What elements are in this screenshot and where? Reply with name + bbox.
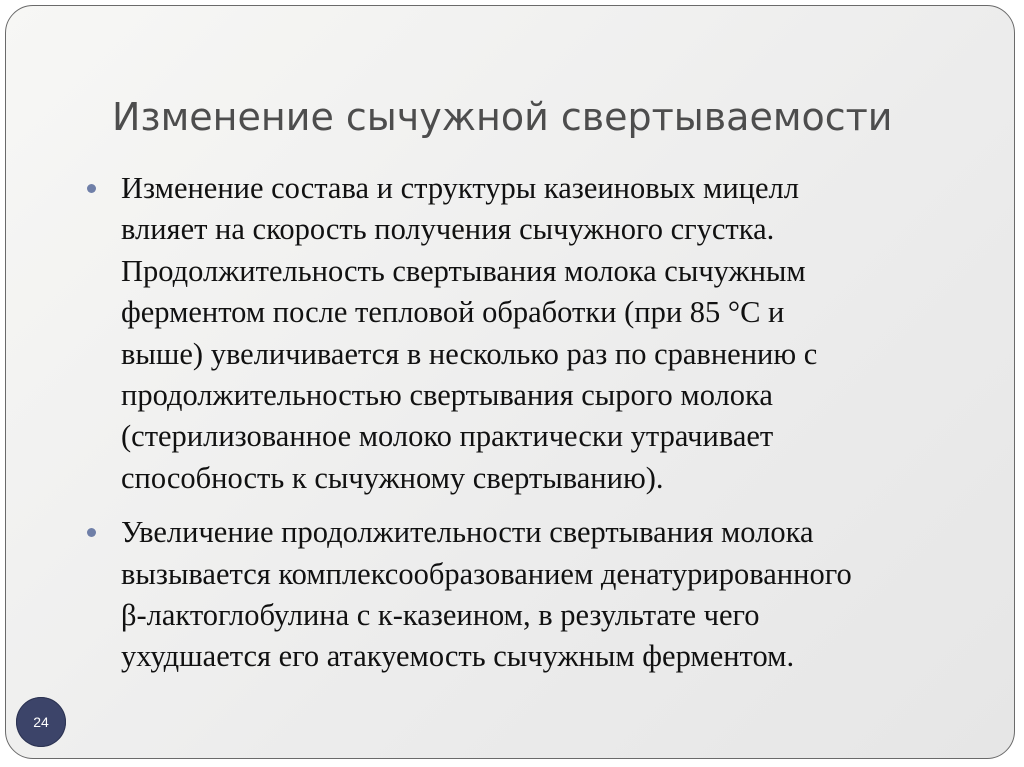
- bullet-line: (стерилизованное молоко практически утрачивает: [121, 419, 774, 454]
- bullet-dot-icon: [87, 528, 96, 537]
- page-number: 24: [33, 714, 49, 730]
- bullet-line: ухудшается его атакуемость сычужным ферментом.: [121, 639, 795, 674]
- bullet-line: выше) увеличивается в несколько раз по сравнению с: [121, 336, 818, 371]
- bullet-line: способность к сычужному свертыванию).: [121, 460, 664, 495]
- bullet-line: вызывается комплексообразованием денатурированного: [121, 556, 852, 591]
- bullet-list: [80, 168, 960, 678]
- bullet-dot-icon: [87, 184, 96, 193]
- bullet-line: β-лактоглобулина с к-казеином, в результате чего: [121, 598, 760, 633]
- bullet-line: влияет на скорость получения сычужного сгустка.: [121, 212, 775, 247]
- page-number-badge: [16, 697, 66, 747]
- slide-title: Изменение сычужной свертываемости: [112, 95, 893, 139]
- bullet-line: Продолжительность свертывания молока сычужным: [121, 253, 806, 288]
- bullet-item: [80, 168, 960, 499]
- bullet-line: Изменение состава и структуры казеиновых мицелл: [121, 171, 799, 205]
- bullet-item: [80, 512, 960, 678]
- bullet-line: продолжительностью свертывания сырого молока: [121, 378, 773, 413]
- bullet-line: ферментом после тепловой обработки (при 85 °С и: [121, 295, 785, 330]
- bullet-line: Увеличение продолжительности свертывания молока: [121, 515, 814, 550]
